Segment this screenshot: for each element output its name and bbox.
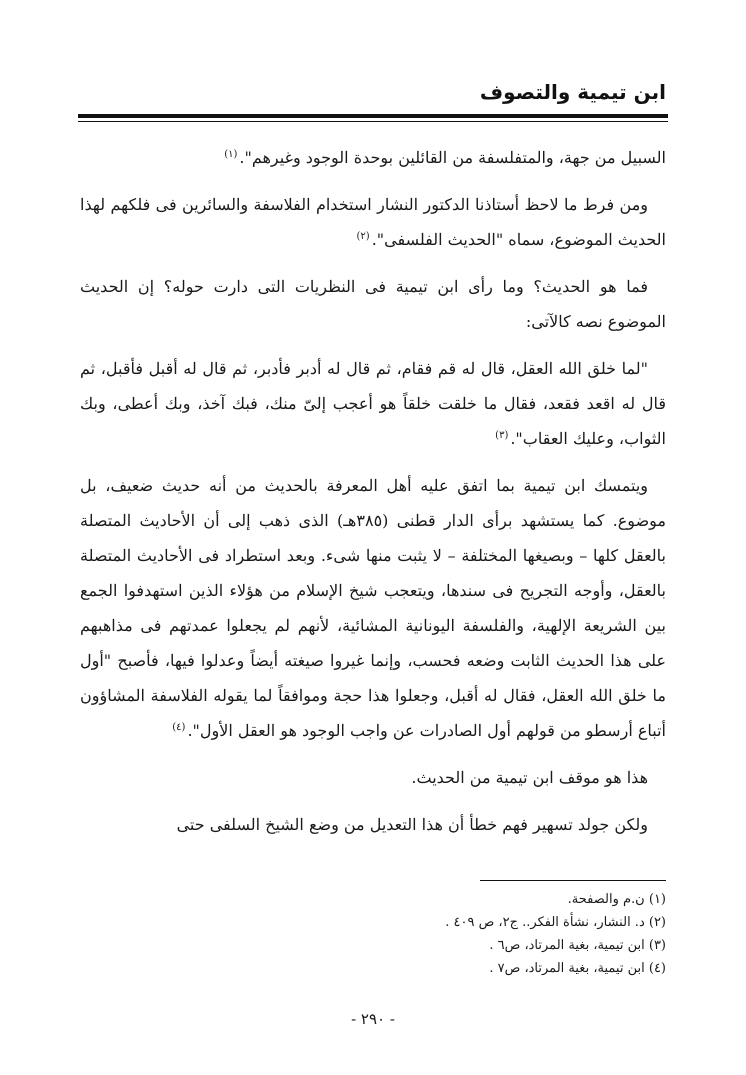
paragraph — [80, 468, 666, 748]
footnote-rule — [480, 880, 666, 881]
footnote-ref: (٤) — [172, 721, 186, 733]
page-number: - ٢٩٠ - — [351, 1010, 395, 1028]
footnote-ref: (١) — [224, 148, 238, 160]
footnote-ref: (٢) — [356, 230, 370, 242]
paragraph-text: السبيل من جهة، والمتفلسفة من القائلين بوحدة الوجود وغيرهم". — [239, 148, 666, 167]
running-head-title: ابن تيمية والتصوف — [479, 80, 666, 104]
quoted-hadith — [80, 351, 666, 456]
footnote-ref: (٣) — [495, 429, 509, 441]
paragraph — [80, 187, 666, 257]
footnotes — [80, 888, 666, 980]
paragraph — [80, 807, 666, 842]
footnote: (٢) د. النشار، نشأة الفكر.. ج٢، ص ٤٠٩ . — [445, 915, 666, 930]
footnote: (٤) ابن تيمية، بغية المرتاد، ص٧ . — [489, 961, 666, 976]
paragraph — [80, 140, 666, 175]
paragraph-text: هذا هو موقف ابن تيمية من الحديث. — [411, 768, 648, 787]
paragraph — [80, 269, 666, 339]
paragraph-text: "لما خلق الله العقل، قال له قم فقام، ثم قال له أدبر فأدبر، ثم قال له أقبل فأقبل، ثم قال له اقعد فقعد، فقال ما خلقت خلقاً هو أعجب إلىّ منك، فبك آخذ، وبك أعطى، وبك الثواب، وعليك العقاب". — [80, 359, 666, 448]
body-text — [80, 140, 666, 854]
footnote: (٣) ابن تيمية، بغية المرتاد، ص٦ . — [489, 938, 666, 953]
paragraph-text: ومن فرط ما لاحظ أستاذنا الدكتور النشار استخدام الفلاسفة والسائرين فى فلكهم لهذا الحديث الموضوع، سماه "الحديث الفلسفى". — [80, 195, 666, 249]
paragraph-text: فما هو الحديث؟ وما رأى ابن تيمية فى النظريات التى دارت حوله؟ إن الحديث الموضوع نصه كالآتى: — [80, 277, 666, 331]
paragraph — [80, 760, 666, 795]
footnote: (١) ن.م والصفحة. — [567, 892, 666, 907]
header-rule — [78, 114, 668, 122]
paragraph-text: ولكن جولد تسهير فهم خطأ أن هذا التعديل من وضع الشيخ السلفى حتى — [176, 815, 648, 834]
paragraph-text: ويتمسك ابن تيمية بما اتفق عليه أهل المعرفة بالحديث من أنه حديث ضعيف، بل موضوع. كما يستشهد برأى الدار قطنى (٣٨٥هـ) الذى ذهب إلى أن الأحاديث المتصلة بالعقل كلها – وبصيغها المختلفة – لا يثبت منها شىء. وبعد استطراد فى الأحاديث المتصلة بالعقل، وأوجه التجريح فى سندها، ويتعجب شيخ الإسلام من هؤلاء الذين استهدفوا الجمع بين الشريعة الإلهية، والفلسفة اليونانية المشائية، لأنهم لم يجعلوا عمدتهم فى مذاهبهم على هذا الحديث الثابت وضعه فحسب، وإنما غيروا صيغته أيضاً وعدلوا فيها، فأصبح "أول ما خلق الله العقل، فقال له أقبل، وجعلوا هذا حجة وموافقاً لما يقوله الفلاسفة المشاؤون أتباع أرسطو من قولهم أول الصادرات عن واجب الوجود هو العقل الأول". — [80, 476, 666, 740]
